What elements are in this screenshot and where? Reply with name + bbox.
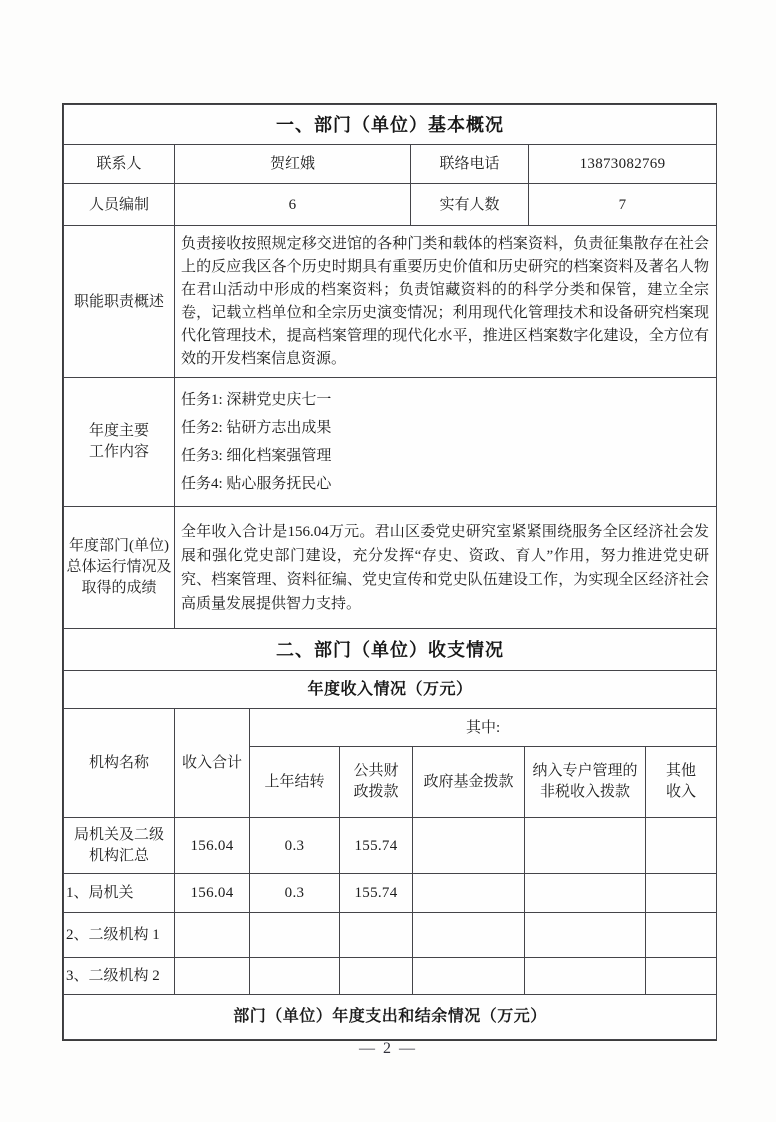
income-row-summary <box>64 818 717 874</box>
special-account-cell <box>525 958 646 995</box>
expenditure-section-header-row <box>64 995 717 1040</box>
gov-fund-cell <box>413 818 525 874</box>
income-header-row1 <box>64 709 717 747</box>
contact-row <box>64 145 717 184</box>
income-row-bureau <box>64 874 717 913</box>
section2-title: 二、部门（单位）收支情况 <box>64 629 717 671</box>
section1-table <box>63 104 717 629</box>
task-item: 任务4: 贴心服务抚民心 <box>181 476 332 492</box>
income-total-cell: 156.04 <box>175 874 250 913</box>
other-income-cell <box>646 958 717 995</box>
org-name-line2: 机构汇总 <box>88 847 149 864</box>
staffing-value: 6 <box>175 184 411 226</box>
budget-report-tables <box>62 103 717 1041</box>
gov-fund-cell <box>413 874 525 913</box>
overall-performance-row <box>64 507 717 629</box>
expenditure-section-header: 部门（单位）年度支出和结余情况（万元） <box>64 995 717 1040</box>
org-name-cell: 2、二级机构 1 <box>64 913 175 958</box>
overall-label-line1: 年度部门(单位) <box>69 538 169 554</box>
duties-text: 负责接收按照规定移交进馆的各种门类和载体的档案资料，负责征集散存在社会上的反应我区各个历史时期具有重要历史价值和历史研究的档案资料及著名人物在君山活动中形成的档案资料；负责馆藏资料的的科学分类和保管，建立全宗卷，记载立档单位和全宗历史演变情况；利用现代化管理技术和设备研究档案现代化管理技术，提高档案管理的现代化水平，推进区档案数字化建设，全方位有效的开发档案信息资源。 <box>175 226 717 378</box>
public-finance-line1: 公共财 <box>353 763 399 779</box>
public-finance-header <box>340 747 413 818</box>
special-account-header <box>525 747 646 818</box>
gov-fund-cell <box>413 958 525 995</box>
special-account-cell <box>525 874 646 913</box>
phone-label: 联络电话 <box>411 145 529 184</box>
overall-label-line3: 取得的成绩 <box>81 580 157 596</box>
other-income-header <box>646 747 717 818</box>
public-finance-cell: 155.74 <box>340 874 413 913</box>
other-income-cell <box>646 874 717 913</box>
special-account-line2: 非税收入拨款 <box>539 784 630 800</box>
annual-work-label-line1: 年度主要 <box>88 423 149 439</box>
duties-label: 职能职责概述 <box>64 226 175 378</box>
org-name-cell: 3、二级机构 2 <box>64 958 175 995</box>
page-number: — 2 — <box>359 1040 417 1057</box>
gov-fund-line: 政府基金拨款 <box>423 773 514 790</box>
annual-work-row <box>64 378 717 507</box>
duties-row <box>64 226 717 378</box>
carryover-cell: 0.3 <box>250 874 340 913</box>
public-finance-cell <box>340 958 413 995</box>
staffing-label: 人员编制 <box>64 184 175 226</box>
gov-fund-header <box>413 747 525 818</box>
other-income-line2: 收入 <box>666 784 697 800</box>
overall-label-line2: 总体运行情况及 <box>66 559 172 575</box>
income-row-sub1 <box>64 913 717 958</box>
annual-work-label <box>64 378 175 507</box>
public-finance-line2: 政拨款 <box>353 784 399 800</box>
org-name-line1: 局机关及二级 <box>73 826 164 843</box>
other-income-cell <box>646 818 717 874</box>
contact-label: 联系人 <box>64 145 175 184</box>
org-name-cell <box>64 818 175 874</box>
special-account-line1: 纳入专户管理的 <box>532 763 638 779</box>
carryover-header <box>250 747 340 818</box>
task-item: 任务1: 深耕党史庆七一 <box>181 392 332 408</box>
other-income-cell <box>646 913 717 958</box>
public-finance-cell: 155.74 <box>340 818 413 874</box>
special-account-cell <box>525 913 646 958</box>
carryover-cell: 0.3 <box>250 818 340 874</box>
carryover-cell <box>250 913 340 958</box>
section2-title-row <box>64 629 717 671</box>
task-item: 任务2: 钻研方志出成果 <box>181 420 332 436</box>
income-total-cell: 156.04 <box>175 818 250 874</box>
carryover-cell <box>250 958 340 995</box>
actual-headcount-label: 实有人数 <box>411 184 529 226</box>
special-account-cell <box>525 818 646 874</box>
income-subtitle-row <box>64 671 717 709</box>
task-item: 任务3: 细化档案强管理 <box>181 448 332 464</box>
income-total-cell <box>175 958 250 995</box>
task-list <box>175 378 717 507</box>
actual-headcount-value: 7 <box>529 184 717 226</box>
income-total-header: 收入合计 <box>175 709 250 818</box>
section1-title-row <box>64 105 717 145</box>
overall-performance-label <box>64 507 175 629</box>
annual-work-label-line2: 工作内容 <box>88 444 149 460</box>
carryover-header-line: 上年结转 <box>264 773 325 790</box>
gov-fund-cell <box>413 913 525 958</box>
income-subtitle: 年度收入情况（万元） <box>64 671 717 709</box>
other-income-line1: 其他 <box>666 763 697 779</box>
contact-value: 贺红娥 <box>175 145 411 184</box>
public-finance-cell <box>340 913 413 958</box>
income-row-sub2 <box>64 958 717 995</box>
section1-title: 一、部门（单位）基本概况 <box>64 105 717 145</box>
phone-value: 13873082769 <box>529 145 717 184</box>
income-total-cell <box>175 913 250 958</box>
staffing-row <box>64 184 717 226</box>
among-which-header: 其中: <box>250 709 717 747</box>
overall-performance-text: 全年收入合计是156.04万元。君山区委党史研究室紧紧围绕服务全区经济社会发展和强化党史部门建设，充分发挥“存史、资政、育人”作用，努力推进党史研究、档案管理、资料征编、党史宣传和党史队伍建设工作，为实现全区经济社会高质量发展提供智力支持。 <box>175 507 717 629</box>
section2-table <box>63 628 717 1040</box>
org-name-header: 机构名称 <box>64 709 175 818</box>
org-name-cell: 1、局机关 <box>64 874 175 913</box>
